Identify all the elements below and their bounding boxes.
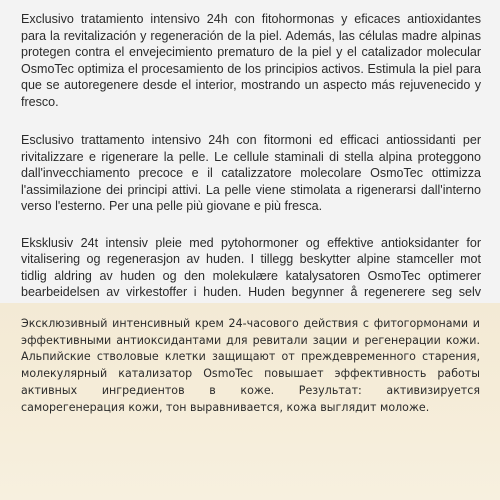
italian-description: Esclusivo trattamento intensivo 24h con fitormoni ed efficaci antiossidanti per rivitalizzare e rigenerare la pelle. Le cellule staminali di stella alpina proteggono dall'invecchiamento precoce e il catalizzatore molecolare OsmoTec ottimizza l'assimilazione dei principi attivi. La pelle viene stimolata a rigenerarsi dall'interno verso l'esterno. Per una pelle più giovane e più fresca.	[21, 133, 481, 213]
russian-description: Эксклюзивный интенсивный крем 24-часового действия с фитогормонами и эффективными антиоксидантами для ревитали зации и регенерации кожи. Альпийские стволовые клетки защищают от преждевременного старения, молекулярный катализатор OsmoTec повышает эффективность работы активных ингредиентов в коже. Результат: активизируется саморегенерация кожи, тон выравнивается, кожа выглядит моложе.	[21, 317, 480, 414]
spanish-description: Exclusivo tratamiento intensivo 24h con fitohormonas y eficaces antioxidantes para la revitalización y regeneración de la piel. Además, las células madre alpinas protegen contra el envejecimiento prematuro de la piel y el catalizador molecular OsmoTec optimiza el procesamiento de los principios activos. Estimula la piel para que se autoregenere desde el interior, mostrando un aspecto más rejuvenecido y fresco.	[21, 12, 481, 109]
russian-description-panel	[0, 303, 500, 500]
norwegian-description: Eksklusiv 24t intensiv pleie med pytohormoner og effektive antioksidanter for vitalisering og regenerasjon av huden. I tillegg beskytter alpine stamceller mot tidlig aldring av huden og den molekulære katalysatoren OsmoTec optimerer bearbeidelsen av virkestoffer i huden. Huden begynner å regenerere seg selv	[21, 235, 481, 299]
